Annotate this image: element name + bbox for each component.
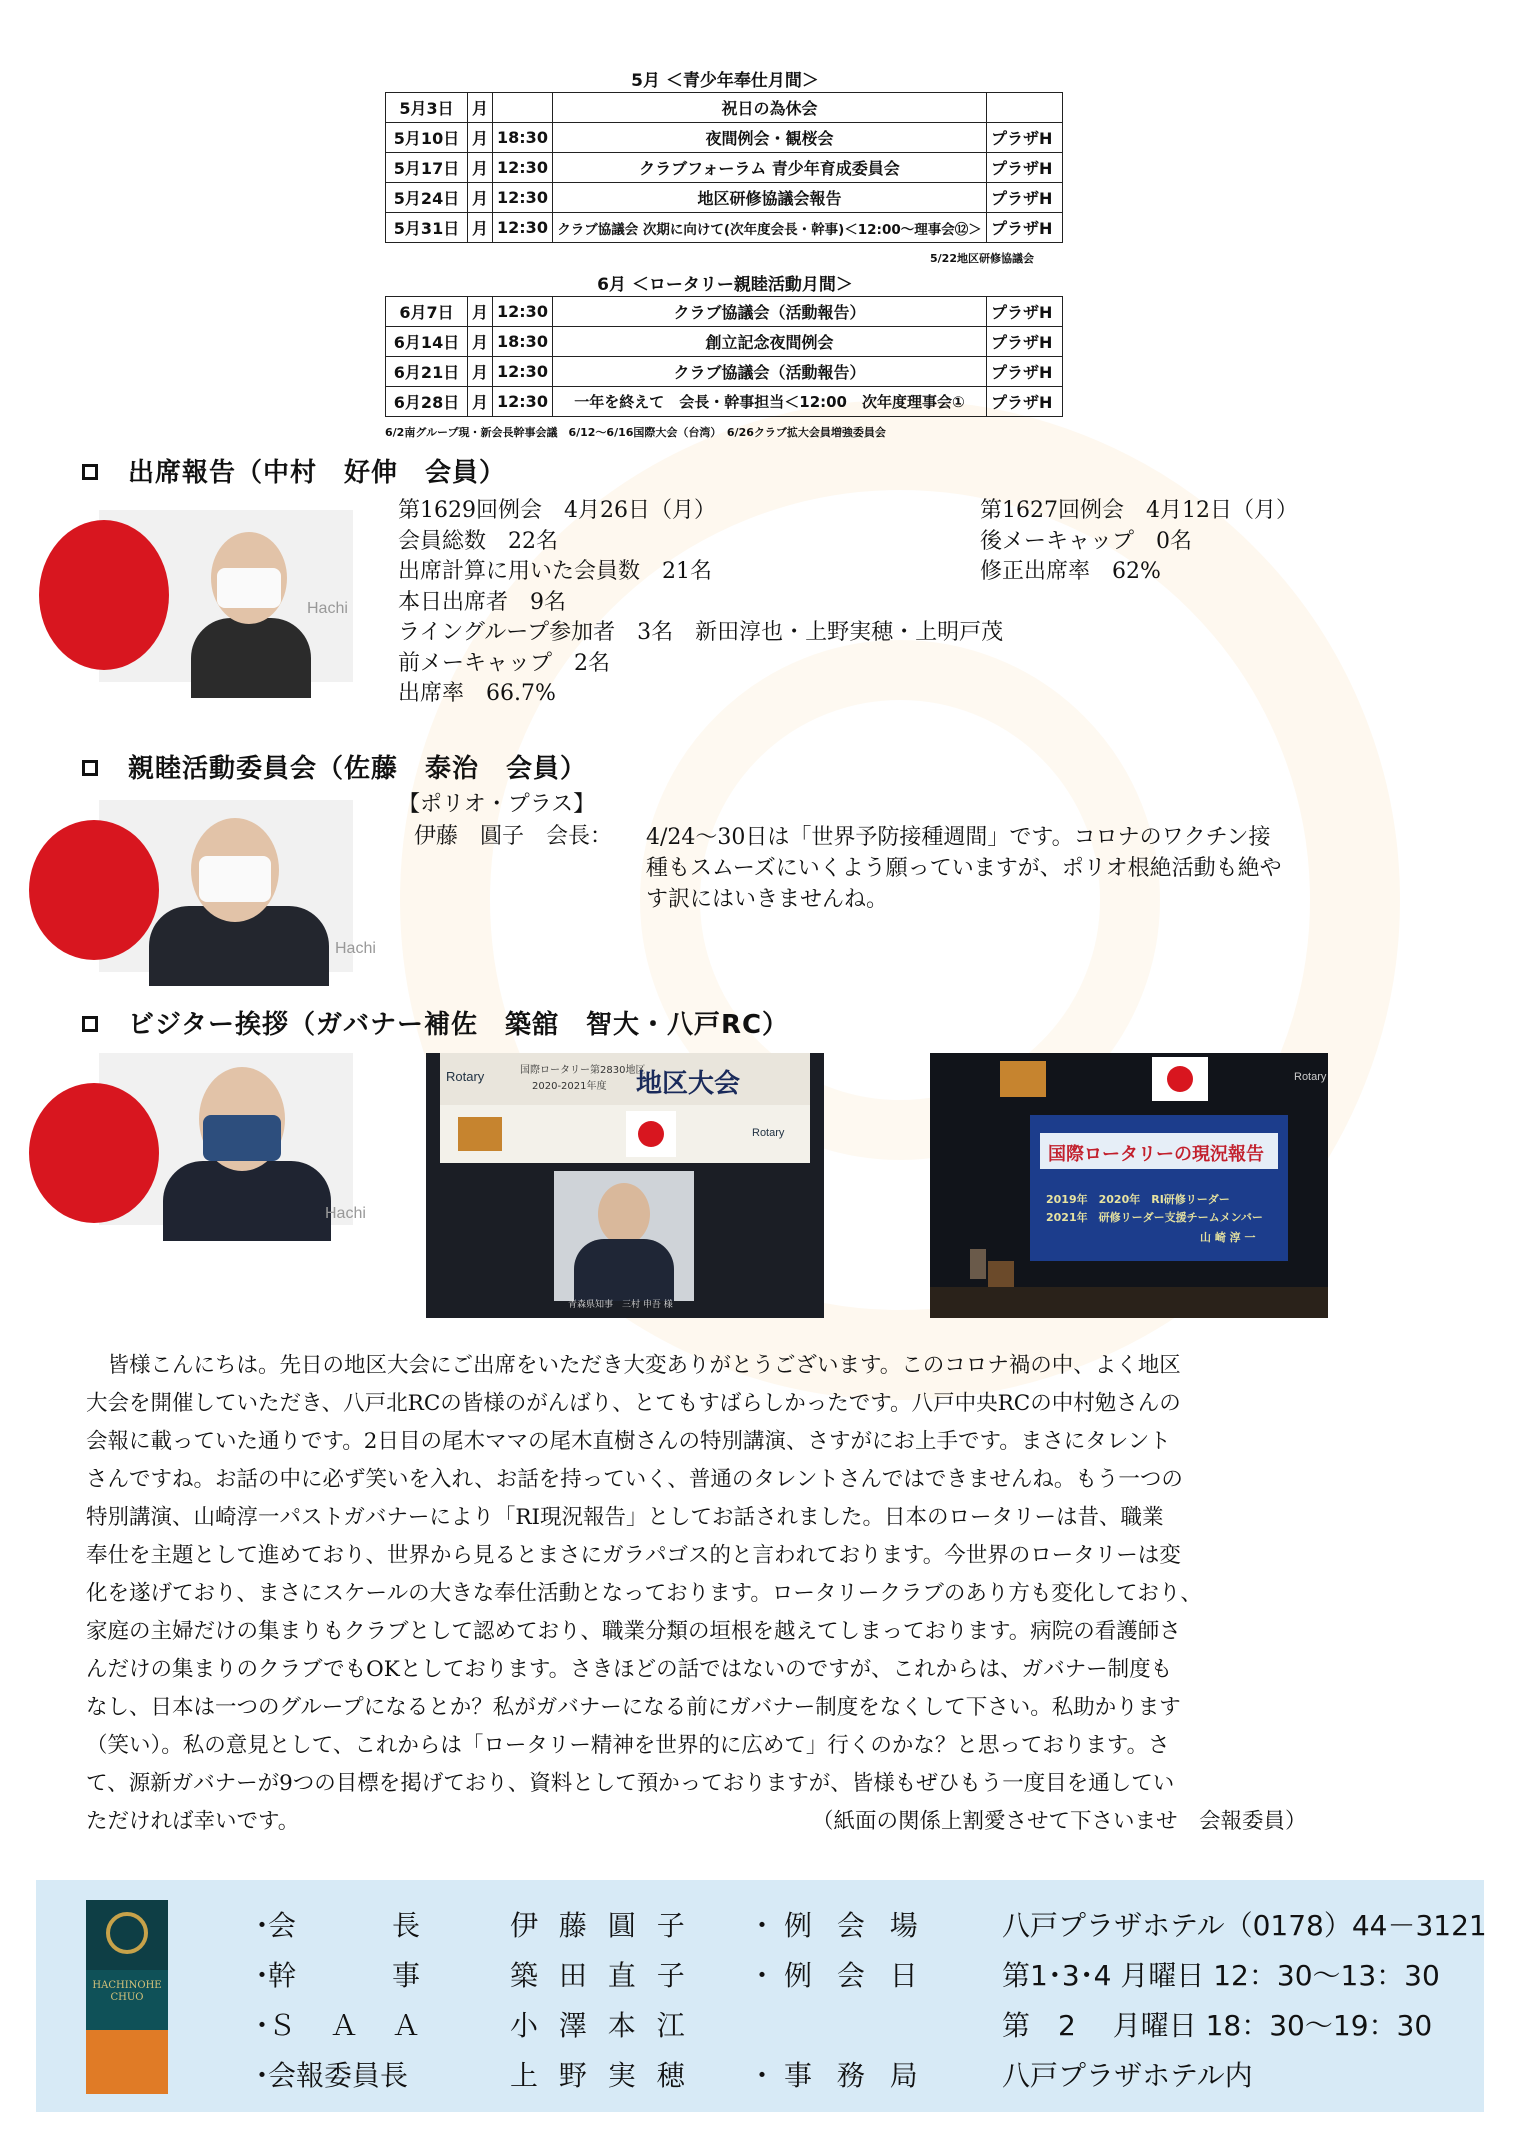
fellowship-line: 4/24～30日は「世界予防接種週間」です。コロナのワクチン接 xyxy=(646,825,1271,850)
fellowship-photo xyxy=(99,800,376,972)
date-cell: 5月24日 xyxy=(386,183,468,213)
footer-bullet: ・ xyxy=(248,2009,277,2042)
speech-line: 皆様こんにちは。先日の地区大会にご出席をいただき大変ありがとうございます。このコロナ禍の中、よく地区 xyxy=(86,1353,1181,1378)
dow-cell: 月 xyxy=(468,357,493,387)
district-logo-icon xyxy=(1000,1061,1046,1097)
rotary-wheel-icon xyxy=(106,1912,148,1954)
dow-cell: 月 xyxy=(468,327,493,357)
footer-role: 幹 事 xyxy=(268,1959,424,1992)
event-cell: 地区研修協議会報告 xyxy=(552,183,986,213)
dow-cell: 月 xyxy=(468,387,493,417)
fellowship-heading xyxy=(82,748,587,785)
screen-name: 山 崎 淳 一 xyxy=(1200,1231,1256,1244)
screen-title: 国際ロータリーの現況報告 xyxy=(1048,1144,1264,1165)
event-cell: 祝日の為休会 xyxy=(552,93,986,123)
speech-line: 奉仕を主題として進めており、世界から見るとまさにガラパゴス的と言われております。今世界のロータリーは変 xyxy=(86,1543,1181,1568)
square-bullet-icon xyxy=(82,760,98,776)
footer-role: 会報委員長 xyxy=(268,2059,409,2092)
fellowship-speaker: 伊藤 圓子 会長： xyxy=(414,824,613,849)
speech-line: 家庭の主婦だけの集まりもクラブとして認めており、職業分類の垣根を越えてしまっております。病院の看護師さ xyxy=(86,1619,1181,1644)
time-cell: 12:30 xyxy=(493,387,553,417)
face-mask xyxy=(199,856,271,902)
time-cell xyxy=(493,93,553,123)
attendance-line: 第1629回例会 4月26日（月） xyxy=(398,498,716,523)
hachi-label: Hachi xyxy=(335,940,376,957)
footer-bullet: ・ xyxy=(248,1959,277,1992)
event-cell: クラブフォーラム 青少年育成委員会 xyxy=(552,153,986,183)
speech-line: 会報に載っていた通りです。2日目の尾木ママの尾木直樹さんの特別講演、さすがにお上手です。まさにタレント xyxy=(86,1429,1171,1454)
time-cell: 18:30 xyxy=(493,123,553,153)
fellowship-line: 種もスムーズにいくよう願っていますが、ポリオ根絶活動も絶や xyxy=(646,856,1282,881)
dow-cell: 月 xyxy=(468,123,493,153)
table-row xyxy=(386,297,1063,327)
club-banner-logo xyxy=(86,1900,168,2094)
district-logo-icon xyxy=(458,1117,502,1151)
place-cell: プラザH xyxy=(987,153,1063,183)
table-row xyxy=(386,387,1063,417)
time-cell: 12:30 xyxy=(493,297,553,327)
stage-floor xyxy=(930,1287,1328,1318)
visitor-heading-text: ビジター挨拶（ガバナー補佐 築舘 智大・八戸RC） xyxy=(128,1010,790,1040)
speech-last-line xyxy=(86,1803,1386,1841)
ri-report-photo xyxy=(930,1053,1328,1318)
speaker-screen xyxy=(554,1171,694,1301)
conference-banner-lower xyxy=(440,1105,810,1163)
attendance-heading-text: 出席報告（中村 好伸 会員） xyxy=(128,458,507,488)
speaker-caption: 青森県知事 三村 申吾 様 xyxy=(568,1300,673,1310)
june-note: 6/2南グループ現・新会長幹事会議 6/12～6/16国際大会（台湾） 6/26クラブ拡大会員増強委員会 xyxy=(385,426,886,439)
dow-cell: 月 xyxy=(468,213,493,243)
hachi-label: Hachi xyxy=(325,1205,366,1222)
japan-flag-icon xyxy=(626,1111,676,1157)
screen-line: 2019年 2020年 RI研修リーダー xyxy=(1046,1193,1230,1206)
table-row xyxy=(386,153,1063,183)
speech-line: （笑い）。私の意見として、これからは「ロータリー精神を世界的に広めて」行くのかな？と思っております。さ xyxy=(86,1733,1170,1758)
fellowship-line: す訳にはいきませんね。 xyxy=(646,887,889,912)
banner-title: 地区大会 xyxy=(636,1069,741,1099)
place-cell: プラザH xyxy=(987,213,1063,243)
podium xyxy=(988,1261,1014,1287)
dow-cell: 月 xyxy=(468,93,493,123)
time-cell: 12:30 xyxy=(493,357,553,387)
flag-circle xyxy=(39,520,169,670)
editor-note: （紙面の関係上割愛させて下さいませ 会報委員） xyxy=(812,1809,1307,1834)
attendance-line: 出席計算に用いた会員数 21名 xyxy=(398,559,712,584)
place-cell: プラザH xyxy=(987,327,1063,357)
date-cell: 6月21日 xyxy=(386,357,468,387)
visitor-photo xyxy=(99,1053,366,1225)
speech-line: んだけの集まりのクラブでもOKとしております。さきほどの話ではないのですが、これからは、ガバナー制度も xyxy=(86,1657,1173,1682)
dow-cell: 月 xyxy=(468,297,493,327)
table-row xyxy=(386,93,1063,123)
flag-circle xyxy=(29,820,159,960)
speaker-figure xyxy=(970,1249,986,1279)
speech-line: 特別講演、山崎淳一パストガバナーにより「RI現況報告」としてお話されました。日本のロータリーは昔、職業 xyxy=(86,1505,1164,1530)
may-note: 5/22地区研修協議会 xyxy=(930,252,1034,265)
date-cell: 6月14日 xyxy=(386,327,468,357)
fellowship-message xyxy=(646,822,1282,915)
table-row xyxy=(386,183,1063,213)
time-cell: 12:30 xyxy=(493,183,553,213)
attendance-line: 本日出席者 9名 xyxy=(398,589,566,615)
table-row xyxy=(386,123,1063,153)
footer-name: 小 澤 本 江 xyxy=(510,2009,691,2042)
date-cell: 5月3日 xyxy=(386,93,468,123)
june-title: 6月 ＜ロータリー親睦活動月間＞ xyxy=(597,275,853,295)
place-cell: プラザH xyxy=(987,357,1063,387)
conference-banner xyxy=(440,1053,810,1105)
banner-rotary-text: Rotary xyxy=(446,1069,485,1084)
club-info-footer xyxy=(36,1880,1487,2112)
speech-line: て、源新ガバナーが9つの目標を掲げており、資料として預かっておりますが、皆様もぜひもう一度目を通してい xyxy=(86,1771,1175,1796)
table-row xyxy=(386,213,1063,243)
attendance-line: 後メーキャップ 0名 xyxy=(980,528,1192,554)
footer-bullet: ・ xyxy=(248,1909,277,1942)
screen-line: 2021年 研修リーダー支援チームメンバー xyxy=(1046,1211,1263,1224)
fellowship-heading-text: 親睦活動委員会（佐藤 泰治 会員） xyxy=(128,754,588,784)
footer-value: 八戸プラザホテル内 xyxy=(1002,2059,1253,2092)
speech-line: 化を遂げており、まさにスケールの大きな奉仕活動となっております。ロータリークラブのあり方も変化しており、 xyxy=(86,1581,1202,1606)
square-bullet-icon xyxy=(82,464,98,480)
square-bullet-icon xyxy=(82,1016,98,1032)
attendance-line: 出席率 66.7% xyxy=(398,681,556,706)
event-cell: 創立記念夜間例会 xyxy=(552,327,986,357)
time-cell: 18:30 xyxy=(493,327,553,357)
speech-text xyxy=(86,1347,1386,1841)
attendance-line: 第1627回例会 4月12日（月） xyxy=(980,498,1298,523)
logo-band xyxy=(86,2030,168,2094)
place-cell: プラザH xyxy=(987,183,1063,213)
banner-year-text: 2020-2021年度 xyxy=(532,1081,607,1092)
japan-flag-icon xyxy=(1152,1057,1208,1101)
date-cell: 5月17日 xyxy=(386,153,468,183)
visitor-heading xyxy=(82,1004,789,1041)
footer-item: ・例 会 日 xyxy=(748,1959,926,1992)
footer-value: 八戸プラザホテル（0178）44－3121 xyxy=(1002,1909,1487,1942)
event-cell: 一年を終えて 会長・幹事担当＜12:00 次年度理事会① xyxy=(552,387,986,417)
footer-name: 築 田 直 子 xyxy=(510,1959,691,1992)
dow-cell: 月 xyxy=(468,183,493,213)
place-cell: プラザH xyxy=(987,297,1063,327)
footer-value: 第 2 月曜日 18：30～19：30 xyxy=(1002,2009,1433,2042)
hachi-label: Hachi xyxy=(307,600,348,617)
speech-line: なし、日本は一つのグループになるとか？私がガバナーになる前にガバナー制度をなくして下さい。私助かります xyxy=(86,1695,1181,1720)
attendance-line: ライングループ参加者 3名 新田淳也・上野実穂・上明戸茂 xyxy=(398,620,1004,645)
event-cell: クラブ協議会（活動報告） xyxy=(552,357,986,387)
person-body xyxy=(191,618,311,698)
speech-line: 大会を開催していただき、八戸北RCの皆様のがんばり、とてもすばらしかったです。八戸中央RCの中村勉さんの xyxy=(86,1391,1181,1416)
attendance-line: 会員総数 22名 xyxy=(398,528,558,554)
face-mask xyxy=(203,1115,281,1161)
face-mask xyxy=(217,568,281,608)
footer-item: ・例 会 場 xyxy=(748,1909,926,1942)
dow-cell: 月 xyxy=(468,153,493,183)
date-cell: 5月31日 xyxy=(386,213,468,243)
person-body xyxy=(163,1161,331,1241)
place-cell xyxy=(987,93,1063,123)
table-row xyxy=(386,327,1063,357)
fellowship-subtitle: 【ポリオ・プラス】 xyxy=(398,792,596,817)
attendance-right-block xyxy=(980,496,1298,588)
footer-role: Ｓ Ａ Ａ xyxy=(268,2009,424,2042)
time-cell: 12:30 xyxy=(493,213,553,243)
logo-text: HACHINOHE CHUO xyxy=(92,1980,162,2003)
date-cell: 5月10日 xyxy=(386,123,468,153)
table-row xyxy=(386,357,1063,387)
district-conference-photo xyxy=(426,1053,824,1318)
place-cell: プラザH xyxy=(987,387,1063,417)
footer-bullet: ・ xyxy=(248,2059,277,2092)
event-cell: 夜間例会・観桜会 xyxy=(552,123,986,153)
date-cell: 6月7日 xyxy=(386,297,468,327)
footer-item: ・事 務 局 xyxy=(748,2059,926,2092)
footer-name: 上 野 実 穂 xyxy=(510,2059,691,2092)
attendance-heading xyxy=(82,452,506,489)
attendance-line: 前メーキャップ 2名 xyxy=(398,650,610,676)
speech-line: さんですね。お話の中に必ず笑いを入れ、お話を持っていく、普通のタレントさんではできませんね。もう一つの xyxy=(86,1467,1183,1492)
event-cell: クラブ協議会（活動報告） xyxy=(552,297,986,327)
place-cell: プラザH xyxy=(987,123,1063,153)
rotary-badge-text: Rotary xyxy=(752,1127,785,1139)
june-schedule-table xyxy=(385,296,1063,417)
flag-circle xyxy=(29,1083,159,1223)
date-cell: 6月28日 xyxy=(386,387,468,417)
footer-value: 第1･3･4 月曜日 12：30～13：30 xyxy=(1002,1959,1440,1992)
presentation-screen xyxy=(1030,1115,1288,1261)
banner-district-text: 国際ロータリー第2830地区 xyxy=(520,1065,646,1076)
screen-title-box xyxy=(1040,1133,1278,1169)
attendance-photo xyxy=(99,510,353,682)
speech-line: ただければ幸いです。 xyxy=(86,1809,300,1834)
footer-name: 伊 藤 圓 子 xyxy=(510,1909,691,1942)
attendance-line: 修正出席率 62% xyxy=(980,559,1161,584)
may-schedule-table xyxy=(385,92,1063,243)
may-title: 5月 ＜青少年奉仕月間＞ xyxy=(631,71,819,91)
time-cell: 12:30 xyxy=(493,153,553,183)
event-cell: クラブ協議会 次期に向けて(次年度会長・幹事)＜12:00～理事会⑫＞ xyxy=(552,213,986,243)
attendance-left-block xyxy=(398,496,1003,710)
footer-role: 会 長 xyxy=(268,1909,424,1942)
corner-rotary-text: Rotary xyxy=(1294,1071,1327,1083)
